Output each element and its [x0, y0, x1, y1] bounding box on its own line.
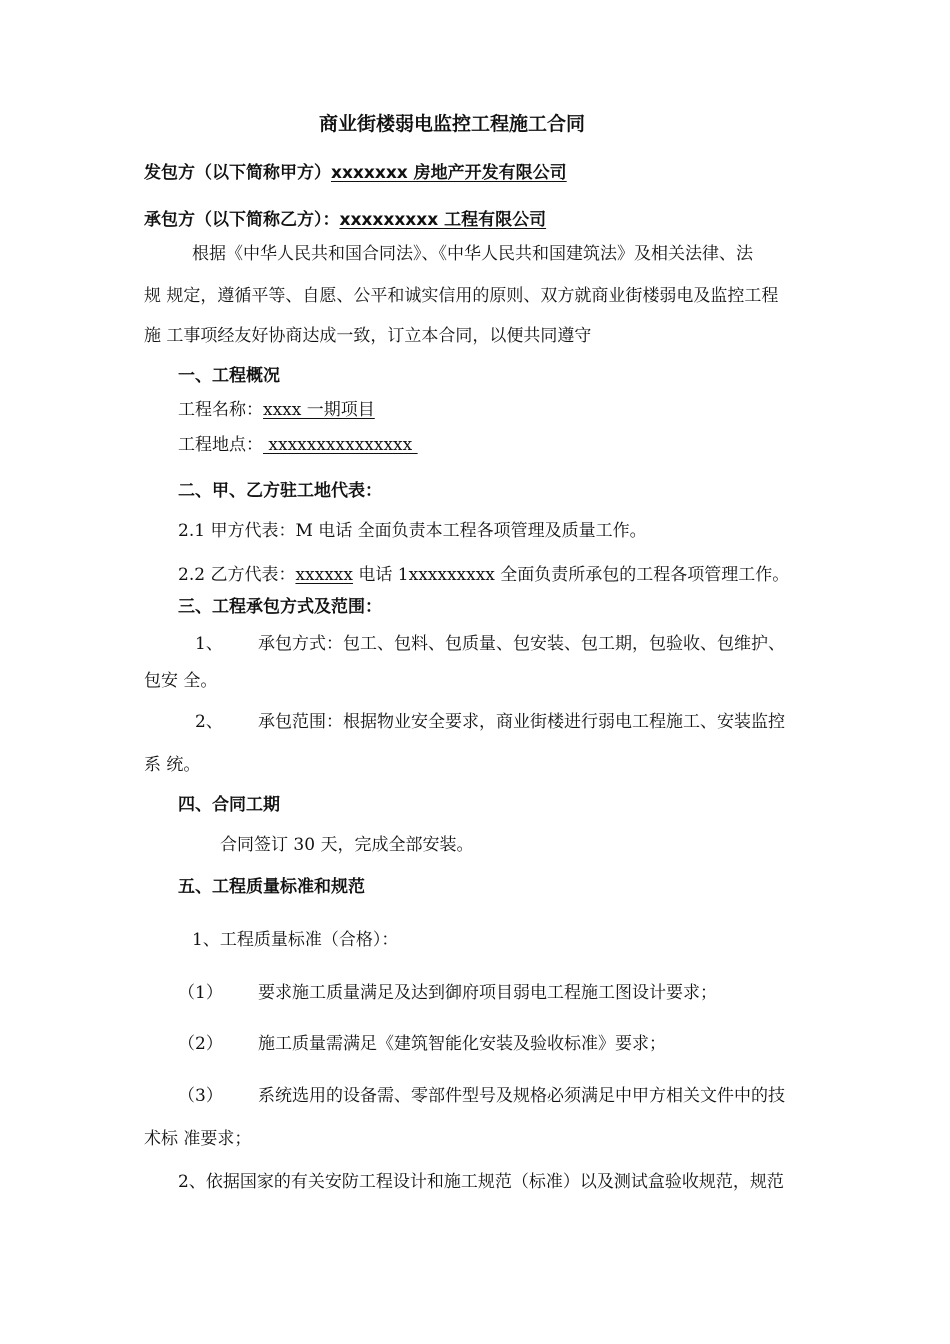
- quality-item-2-number: （2）: [178, 1034, 223, 1054]
- quality-item-1-text: 要求施工质量满足及达到御府项目弱电工程施工图设计要求；: [258, 983, 717, 1003]
- contract-mode-line-1: 承包方式：包工、包料、包质量、包安装、包工期，包验收、包维护、: [258, 634, 785, 654]
- section-2-heading: 二、甲、乙方驻工地代表：: [178, 481, 382, 501]
- party-a-name: xxxxxxx 房地产开发有限公司: [331, 163, 567, 183]
- section-1-heading: 一、工程概况: [178, 366, 280, 386]
- party-a-label: 发包方（以下简称甲方）: [144, 163, 331, 183]
- party-b-rep-rest: 电话 1xxxxxxxxx 全面负责所承包的工程各项管理工作。: [352, 565, 790, 585]
- project-name-value: xxxx 一期项目: [263, 400, 375, 420]
- quality-item-3-number: （3）: [178, 1086, 223, 1106]
- preamble-line-2: 规 规定，遵循平等、自愿、公平和诚实信用的原则、双方就商业街楼弱电及监控工程: [144, 286, 779, 306]
- project-name-label: 工程名称：: [178, 400, 263, 420]
- contract-scope-line-1: 承包范围：根据物业安全要求，商业街楼进行弱电工程施工、安装监控: [258, 712, 785, 732]
- quality-item-3-text: 系统选用的设备需、零部件型号及规格必须满足中甲方相关文件中的技: [258, 1086, 785, 1106]
- quality-item-2-text: 施工质量需满足《建筑智能化安装及验收标准》要求；: [258, 1034, 666, 1054]
- contract-period-text: 合同签订 30 天，完成全部安装。: [220, 835, 474, 855]
- project-site-line: [178, 434, 418, 456]
- contract-mode-number: 1、: [195, 634, 223, 654]
- preamble-line-1: 根据《中华人民共和国合同法》、《中华人民共和国建筑法》及相关法律、法: [192, 244, 753, 264]
- section-5-heading: 五、工程质量标准和规范: [178, 877, 365, 897]
- party-b-rep-prefix: 2.2 乙方代表：: [178, 565, 296, 585]
- project-site-label: 工程地点：: [178, 435, 263, 455]
- quality-item-1-number: （1）: [178, 983, 223, 1003]
- section-3-heading: 三、工程承包方式及范围：: [178, 597, 382, 617]
- quality-standard-heading: 1、工程质量标准（合格）：: [192, 930, 399, 950]
- contract-mode-line-2: 包安 全。: [144, 671, 218, 691]
- party-a-line: [144, 162, 567, 184]
- quality-item-3-text-cont: 术标 准要求；: [144, 1129, 252, 1149]
- quality-standard-2: 2、依据国家的有关安防工程设计和施工规范（标准）以及测试盒验收规范，规范: [178, 1172, 784, 1192]
- party-b-rep: [178, 564, 789, 586]
- contract-scope-line-2: 系 统。: [144, 755, 201, 775]
- project-site-value: xxxxxxxxxxxxxxx: [263, 435, 418, 455]
- party-b-name: xxxxxxxxx 工程有限公司: [339, 210, 547, 230]
- party-b-rep-name: xxxxxx: [295, 565, 353, 585]
- contract-scope-number: 2、: [195, 712, 223, 732]
- party-b-line: [144, 209, 546, 231]
- project-name-line: [178, 399, 375, 421]
- party-b-label: 承包方（以下简称乙方）：: [144, 210, 340, 230]
- party-a-rep: 2.1 甲方代表：M 电话 全面负责本工程各项管理及质量工作。: [178, 521, 647, 541]
- section-4-heading: 四、合同工期: [178, 795, 280, 815]
- preamble-line-3: 施 工事项经友好协商达成一致，订立本合同，以便共同遵守: [144, 326, 592, 346]
- contract-title: 商业街楼弱电监控工程施工合同: [319, 113, 586, 135]
